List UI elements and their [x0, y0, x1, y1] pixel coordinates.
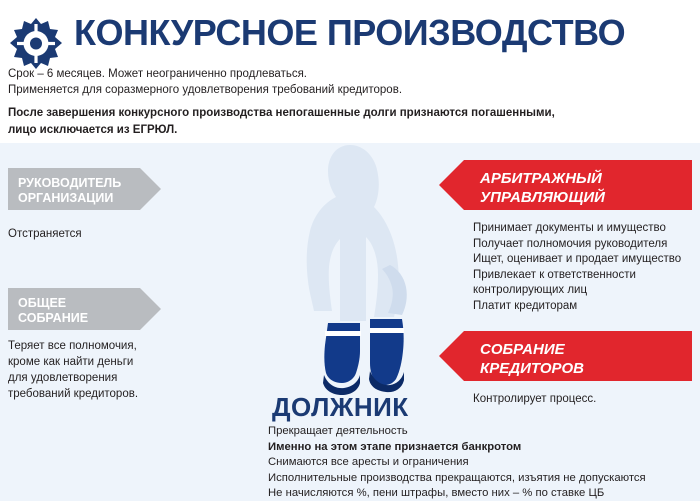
- creditors-meeting-note: [473, 392, 698, 408]
- manager-note-line-1: Принимает документы и имущество: [473, 222, 666, 234]
- tag-creditors-line-2: КРЕДИТОРОВ: [480, 360, 584, 377]
- debtor-point-2: Именно на этом этапе признается банкротом: [268, 440, 522, 453]
- debtor-label: ДОЛЖНИК: [272, 392, 409, 422]
- intro-paragraph: [8, 66, 568, 98]
- intro-bold-line-2: лицо исключается из ЕГРЮЛ.: [8, 124, 178, 136]
- tag-creditors-meeting: [464, 331, 692, 381]
- tag-general-meeting: [8, 288, 140, 330]
- gear-flower-icon: [8, 16, 64, 72]
- debtor-point-1: Прекращает деятельность: [268, 425, 408, 437]
- tag-meeting-line-2: СОБРАНИЕ: [18, 311, 89, 325]
- manager-note-line-3: Ищет, оценивает и продает имущество: [473, 253, 682, 265]
- arbitration-manager-note: [473, 221, 698, 314]
- intro-bold-line-1: После завершения конкурсного производства непогашенные долги признаются погашенными,: [8, 107, 555, 119]
- debtor-consequences-list: [268, 424, 700, 502]
- manager-note-line-5: контролирующих лиц: [473, 284, 588, 296]
- meeting-note-line-4: требований кредиторов.: [8, 388, 139, 400]
- meeting-note-line-3: для удовлетворения: [8, 372, 118, 384]
- debtor-figure-illustration: [262, 145, 442, 395]
- tag-manager-line-2: УПРАВЛЯЮЩИЙ: [480, 189, 605, 206]
- manager-note-line-4: Привлекает к ответственности: [473, 268, 636, 281]
- head-note-line-1: Отстраняется: [8, 228, 82, 240]
- intro-line-2: Применяется для соразмерного удовлетворения требований кредиторов.: [8, 84, 403, 96]
- tag-manager-line-1: АРБИТРАЖНЫЙ: [480, 170, 602, 187]
- meeting-note-line-2: кроме как найти деньги: [8, 356, 134, 368]
- tag-arbitration-manager: [464, 160, 692, 210]
- intro-line-1: Срок – 6 месяцев. Может неограниченно продлеваться.: [8, 68, 307, 80]
- meeting-note-line-1: Теряет все полномочия,: [8, 340, 137, 352]
- manager-note-line-2: Получает полномочия руководителя: [473, 237, 668, 250]
- creditors-note-line-1: Контролирует процесс.: [473, 393, 597, 405]
- general-meeting-note: [8, 338, 188, 402]
- intro-bold-paragraph: [8, 105, 648, 139]
- page-title: КОНКУРСНОЕ ПРОИЗВОДСТВО: [74, 12, 626, 53]
- tag-head-line-1: РУКОВОДИТЕЛЬ: [18, 176, 122, 190]
- tag-head-of-organization: [8, 168, 140, 210]
- manager-note-line-6: Платит кредиторам: [473, 299, 578, 312]
- debtor-point-4: Исполнительные производства прекращаются, изъятия не допускаются: [268, 471, 646, 484]
- tag-meeting-line-1: ОБЩЕЕ: [18, 296, 67, 310]
- head-of-organization-note: [8, 226, 178, 242]
- tag-head-line-2: ОРГАНИЗАЦИИ: [18, 191, 114, 205]
- tag-creditors-line-1: СОБРАНИЕ: [480, 341, 565, 358]
- debtor-point-5: Не начисляются %, пени штрафы, вместо них – % по ставке ЦБ: [268, 487, 605, 499]
- debtor-point-3: Снимаются все аресты и ограничения: [268, 456, 469, 468]
